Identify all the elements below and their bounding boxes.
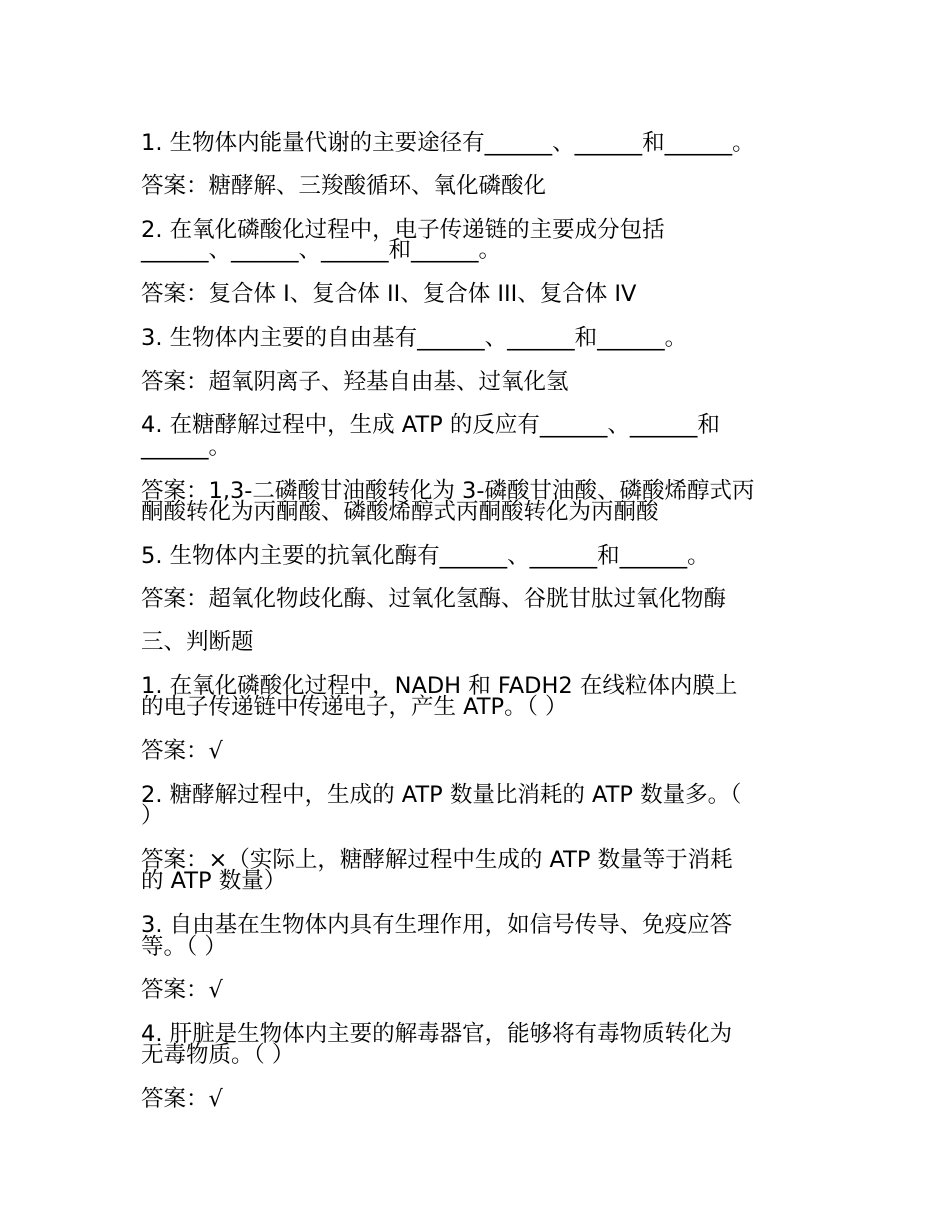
question-2-line-1: 2. 在氧化磷酸化过程中，电子传递链的主要成分包括 (141, 217, 665, 243)
section-heading: 三、判断题 (141, 629, 254, 655)
tf-question-4-line-2: 无毒物质。（ ） (141, 1042, 295, 1068)
question-2-line-2: ______、______、______和______。 (141, 237, 502, 263)
tf-question-1-line-2: 的电子传递链中传递电子，产生 ATP。（ ） (141, 694, 568, 720)
tf-question-3-line-2: 等。（ ） (141, 934, 227, 960)
answer-1: 答案：糖酵解、三羧酸循环、氧化磷酸化 (141, 173, 547, 199)
answer-3: 答案：超氧阴离子、羟基自由基、过氧化氢 (141, 369, 569, 395)
answer-5: 答案：超氧化物歧化酶、过氧化氢酶、谷胱甘肽过氧化物酶 (141, 586, 727, 612)
tf-question-2-line-1: 2. 糖酵解过程中，生成的 ATP 数量比消耗的 ATP 数量多。（ (141, 782, 742, 808)
answer-2: 答案：复合体 I、复合体 II、复合体 III、复合体 IV (141, 281, 637, 307)
tf-answer-4: 答案：√ (141, 1086, 223, 1112)
question-5: 5. 生物体内主要的抗氧化酶有______、______和______。 (141, 543, 710, 569)
tf-question-3-line-1: 3. 自由基在生物体内具有生理作用，如信号传导、免疫应答 (141, 912, 733, 938)
answer-4-line-2: 酮酸转化为丙酮酸、磷酸烯醇式丙酮酸转化为丙酮酸 (141, 499, 659, 525)
tf-answer-3: 答案：√ (141, 977, 223, 1003)
question-3: 3. 生物体内主要的自由基有______、______和______。 (141, 325, 688, 351)
answer-4-line-1: 答案：1,3-二磷酸甘油酸转化为 3-磷酸甘油酸、磷酸烯醇式丙 (141, 478, 755, 504)
tf-question-2-line-2: ） (141, 803, 164, 829)
tf-answer-1: 答案：√ (141, 738, 223, 764)
tf-answer-2-line-2: 的 ATP 数量） (141, 868, 287, 894)
tf-question-4-line-1: 4. 肝脏是生物体内主要的解毒器官，能够将有毒物质转化为 (141, 1021, 733, 1047)
question-1: 1. 生物体内能量代谢的主要途径有______、______和______。 (141, 130, 755, 156)
question-4-line-1: 4. 在糖酵解过程中，生成 ATP 的反应有______、______和 (141, 412, 720, 438)
tf-answer-2-line-1: 答案：×（实际上，糖酵解过程中生成的 ATP 数量等于消耗 (141, 847, 733, 873)
tf-question-1-line-1: 1. 在氧化磷酸化过程中，NADH 和 FADH2 在线粒体内膜上 (141, 673, 738, 699)
question-4-line-2: ______。 (141, 434, 232, 460)
